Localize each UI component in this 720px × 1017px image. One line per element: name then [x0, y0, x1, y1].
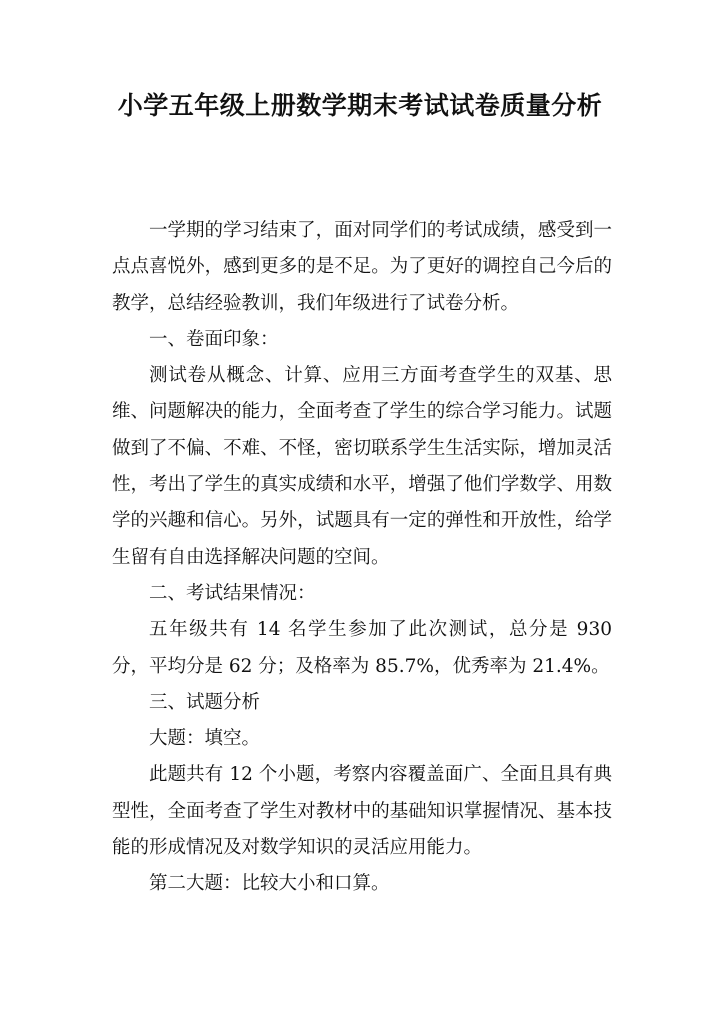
document-title: 小学五年级上册数学期末考试试卷质量分析	[117, 91, 603, 120]
section-heading-results: 二、考试结果情况：	[149, 582, 316, 604]
subheading-fill-blank: 大题：填空。	[149, 728, 261, 750]
paragraph-intro: 一学期的学习结束了，面对同学们的考试成绩，感受到一点点喜悦外，感到更多的是不足。为了更好的调控自己今后的教学，总结经验教训，我们年级进行了试卷分析。	[112, 220, 612, 314]
paragraph-impression: 测试卷从概念、计算、应用三方面考查学生的双基、思维、问题解决的能力，全面考查了学生的综合学习能力。试题做到了不偏、不难、不怪，密切联系学生生活实际，增加灵活性，考出了学生的真实成绩和水平，增强了他们学数学、用数学的兴趣和信心。另外，试题具有一定的弹性和开放性，给学生留有自由选择解决问题的空间。	[112, 365, 612, 568]
section-heading-analysis: 三、试题分析	[149, 691, 261, 713]
paragraph-results: 五年级共有 14 名学生参加了此次测试，总分是 930 分，平均分是 62 分；及格率为 85.7%，优秀率为 21.4%。	[112, 619, 612, 677]
document-body	[112, 213, 612, 903]
paragraph-fill-blank: 此题共有 12 个小题，考察内容覆盖面广、全面且具有典型性，全面考查了学生对教材中的基础知识掌握情况、基本技能的形成情况及对数学知识的灵活应用能力。	[112, 764, 612, 859]
section-heading-impression: 一、卷面印象：	[149, 328, 279, 350]
subheading-compare: 第二大题：比较大小和口算。	[149, 873, 390, 895]
